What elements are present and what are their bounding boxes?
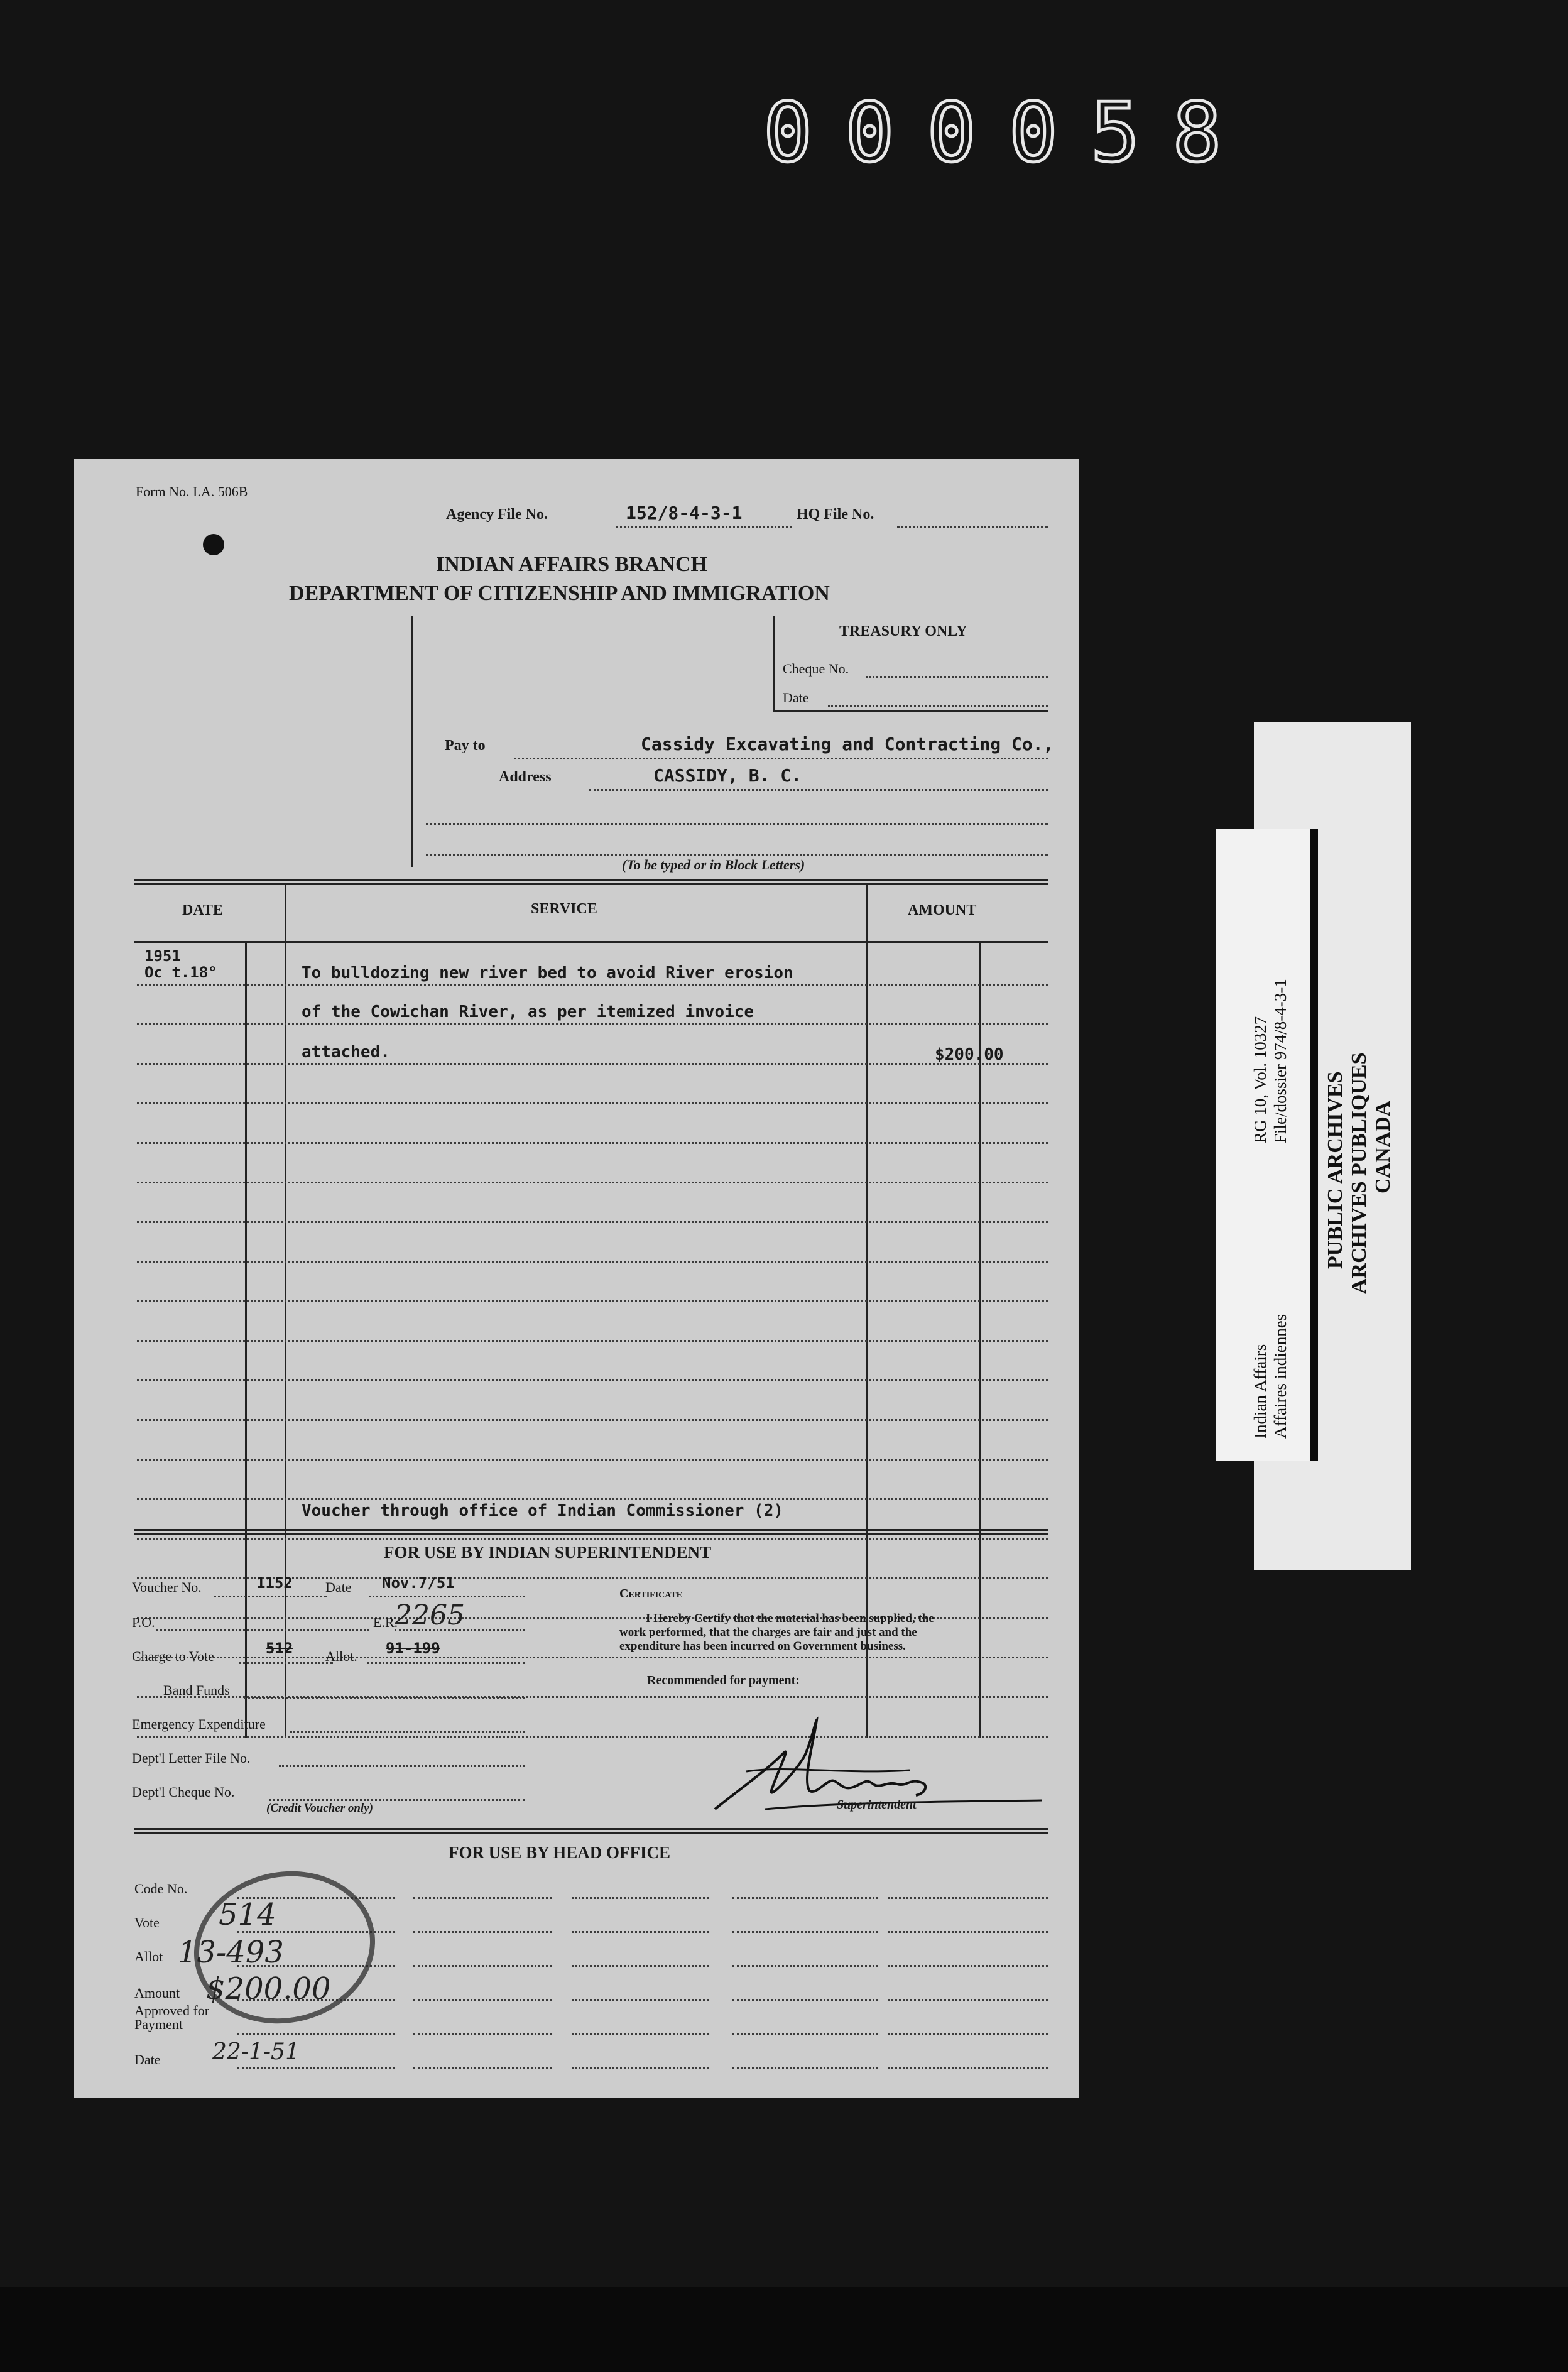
voucher-date-label: Date xyxy=(325,1579,352,1595)
head-office-rule-line xyxy=(888,1897,1048,1899)
table-rule-line xyxy=(137,1142,1048,1144)
cheque-no2-label: Dept'l Cheque No. xyxy=(132,1784,235,1800)
label-file: File/dossier 974/8-4-3-1 xyxy=(1271,979,1290,1143)
ho-date-value: 22-1-51 xyxy=(212,2039,300,2065)
service-line-2: of the Cowichan River, as per itemized invoice xyxy=(302,1003,754,1021)
head-office-rule-line xyxy=(732,1897,878,1899)
address-label: Address xyxy=(499,769,552,785)
table-rule-line xyxy=(137,1221,1048,1223)
head-office-rule-line xyxy=(413,1931,552,1933)
table-rule-line xyxy=(137,1498,1048,1500)
head-office-rule-line xyxy=(237,2033,395,2035)
charge-vote-value: 512 xyxy=(266,1640,293,1657)
head-office-rule-line xyxy=(413,1897,552,1899)
voucher-no-value: 1152 xyxy=(256,1574,293,1592)
code-no-label: Code No. xyxy=(134,1881,188,1896)
head-office-rule-line xyxy=(732,1965,878,1967)
head-office-rule-line xyxy=(732,1999,878,2001)
er-label: E.R. xyxy=(373,1614,398,1630)
voucher-form xyxy=(74,459,1079,2098)
head-office-rule-line xyxy=(572,1965,709,1967)
allot-value: 91-199 xyxy=(386,1640,440,1657)
head-office-rule-line xyxy=(413,2033,552,2035)
label-archives-en: PUBLIC ARCHIVES xyxy=(1324,1071,1347,1269)
table-rule-line xyxy=(137,1419,1048,1421)
head-office-rule-line xyxy=(572,2067,709,2069)
head-office-rule-line xyxy=(413,1965,552,1967)
vote-label: Vote xyxy=(134,1915,160,1930)
table-rule-line xyxy=(137,1023,1048,1025)
er-value: 2265 xyxy=(395,1599,465,1631)
approved-label-2: Payment xyxy=(134,2016,183,2032)
table-rule-line xyxy=(137,1538,1048,1540)
address-value: CASSIDY, B. C. xyxy=(653,765,802,786)
label-country: CANADA xyxy=(1371,1101,1395,1194)
voucher-no-label: Voucher No. xyxy=(132,1579,202,1595)
head-office-rule-line xyxy=(413,1999,552,2001)
head-office-rule-line xyxy=(888,2067,1048,2069)
head-office-header: FOR USE BY HEAD OFFICE xyxy=(449,1843,671,1862)
band-funds-label: Band Funds xyxy=(163,1682,230,1698)
ho-amount-value: $200.00 xyxy=(206,1971,331,2006)
table-rule-line xyxy=(137,1300,1048,1302)
punch-hole xyxy=(203,534,224,555)
vote-value: 514 xyxy=(219,1897,276,1932)
ho-allot-label: Allot xyxy=(134,1949,163,1964)
head-office-rule-line xyxy=(732,2033,878,2035)
entry-date: Oc t.18° xyxy=(144,964,217,981)
head-office-rule-line xyxy=(413,2067,552,2069)
head-office-rule-line xyxy=(888,2033,1048,2035)
certificate-text-2: work performed, that the charges are fair and just and the xyxy=(619,1626,917,1639)
certificate-text-1: I Hereby Certify that the material has been supplied, the xyxy=(646,1612,934,1625)
branch-heading: INDIAN AFFAIRS BRANCH xyxy=(436,553,707,576)
cheque-no-label: Cheque No. xyxy=(783,661,849,677)
head-office-rule-line xyxy=(572,2033,709,2035)
credit-voucher-note: (Credit Voucher only) xyxy=(266,1802,373,1815)
approved-label-1: Approved for xyxy=(134,2003,210,2018)
col-date-header: DATE xyxy=(182,902,223,918)
label-dept-fr: Affaires indiennes xyxy=(1271,1314,1290,1439)
recommended-label: Recommended for payment: xyxy=(647,1673,800,1687)
col-amount-header: AMOUNT xyxy=(908,902,977,918)
treasury-date-label: Date xyxy=(783,690,809,705)
head-office-rule-line xyxy=(888,1999,1048,2001)
table-rule-line xyxy=(137,1102,1048,1104)
film-strip-edge xyxy=(0,2287,1568,2372)
table-rule-line xyxy=(137,1459,1048,1461)
letter-file-label: Dept'l Letter File No. xyxy=(132,1750,251,1766)
allot-label: Allot. xyxy=(325,1648,357,1664)
table-rule-line xyxy=(137,1379,1048,1381)
label-archives-fr: ARCHIVES PUBLIQUES xyxy=(1348,1052,1371,1294)
table-rule-line xyxy=(137,1182,1048,1183)
superintendent-header: FOR USE BY INDIAN SUPERINTENDENT xyxy=(384,1543,712,1562)
head-office-rule-line xyxy=(572,1999,709,2001)
entry-year: 1951 xyxy=(144,947,181,965)
head-office-rule-line xyxy=(888,1965,1048,1967)
col-service-header: SERVICE xyxy=(531,901,597,917)
ho-allot-value: 13-493 xyxy=(178,1935,284,1970)
voucher-date-value: Nov.7/51 xyxy=(382,1574,455,1592)
pay-to-label: Pay to xyxy=(445,737,486,754)
service-line-3: attached. xyxy=(302,1043,390,1062)
ho-date-label: Date xyxy=(134,2052,161,2067)
hq-file-label: HQ File No. xyxy=(797,506,874,523)
certificate-text-3: expenditure has been incurred on Government business. xyxy=(619,1640,906,1653)
label-dept-en: Indian Affairs xyxy=(1251,1344,1270,1439)
table-rule-line xyxy=(137,1063,1048,1065)
head-office-rule-line xyxy=(732,1931,878,1933)
po-label: P.O. xyxy=(132,1614,155,1630)
ho-amount-label: Amount xyxy=(134,1985,180,2001)
head-office-rule-line xyxy=(888,1931,1048,1933)
head-office-rule-line xyxy=(237,2067,395,2069)
block-letters-note: (To be typed or in Block Letters) xyxy=(622,857,805,873)
head-office-rule-line xyxy=(572,1931,709,1933)
table-rule-line xyxy=(137,984,1048,986)
table-rule-line xyxy=(137,1261,1048,1263)
emergency-label: Emergency Expenditure xyxy=(132,1716,266,1732)
frame-number: 000058 xyxy=(763,85,1255,180)
form-number: Form No. I.A. 506B xyxy=(136,484,248,499)
superintendent-sig-label: Superintendent xyxy=(837,1798,917,1812)
table-rule-line xyxy=(137,1340,1048,1342)
charge-vote-label: Charge to Vote xyxy=(132,1648,214,1664)
amount-value: $200.00 xyxy=(935,1045,1004,1064)
head-office-rule-line xyxy=(572,1897,709,1899)
treasury-only-label: TREASURY ONLY xyxy=(839,623,967,639)
agency-file-label: Agency File No. xyxy=(446,506,548,523)
service-line-1: To bulldozing new river bed to avoid River erosion xyxy=(302,964,793,982)
voucher-through-note: Voucher through office of Indian Commissioner (2) xyxy=(302,1501,784,1520)
pay-to-value: Cassidy Excavating and Contracting Co., xyxy=(641,734,1054,754)
agency-file-value: 152/8-4-3-1 xyxy=(626,503,743,523)
department-heading: DEPARTMENT OF CITIZENSHIP AND IMMIGRATION xyxy=(289,582,830,605)
head-office-rule-line xyxy=(732,2067,878,2069)
label-rg: RG 10, Vol. 10327 xyxy=(1251,1016,1270,1143)
certificate-title: Certificate xyxy=(619,1587,683,1601)
